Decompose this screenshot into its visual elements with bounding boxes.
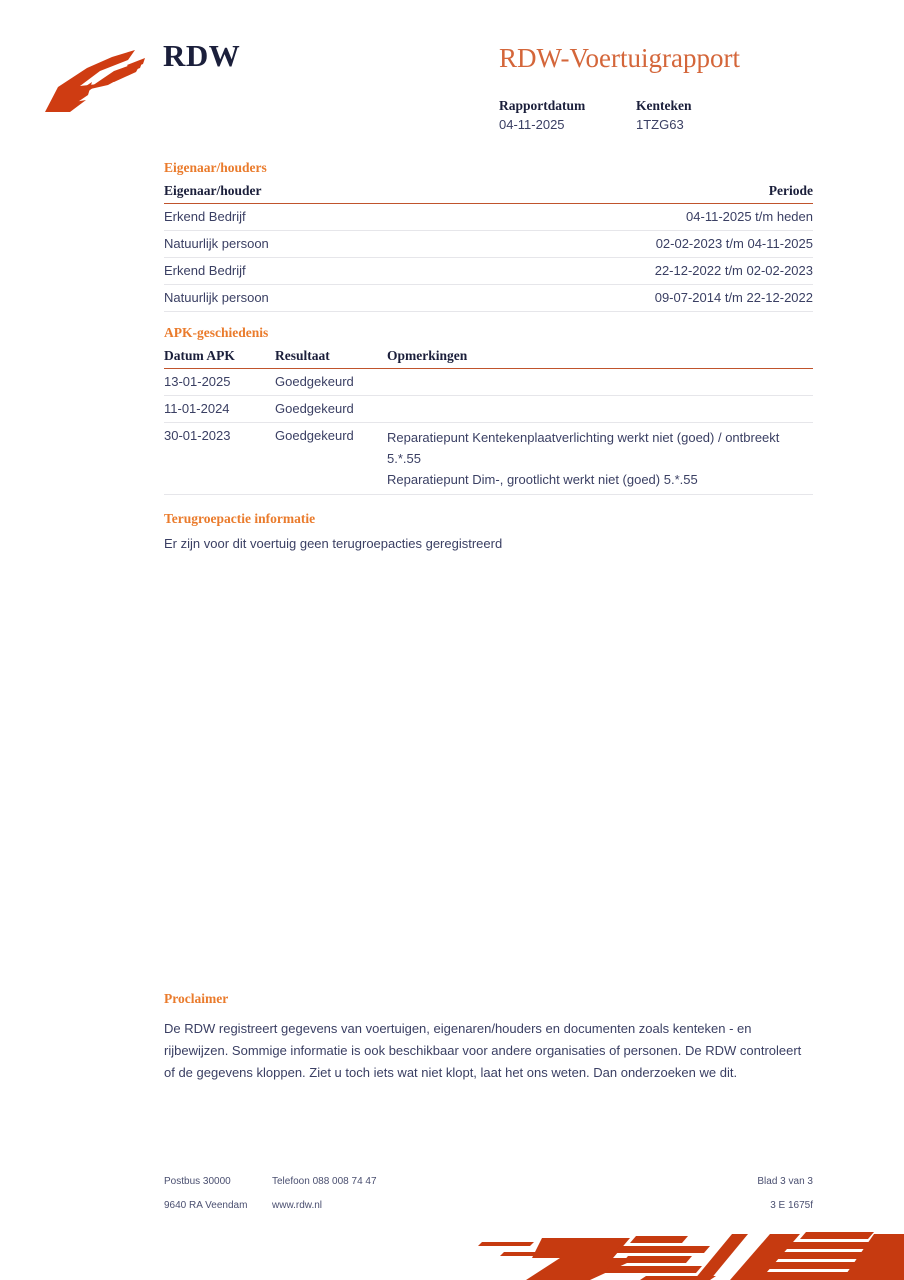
owner-holder: Natuurlijk persoon xyxy=(164,231,489,258)
owners-table-body xyxy=(164,204,813,312)
apk-remarks xyxy=(387,423,813,495)
apk-result: Goedgekeurd xyxy=(275,369,387,396)
owner-period: 02-02-2023 t/m 04-11-2025 xyxy=(489,231,814,258)
footer-row-1 xyxy=(164,1170,813,1194)
apk-remark: Reparatiepunt Dim-, grootlicht werkt niet (goed) 5.*.55 xyxy=(387,472,698,487)
license-plate-label: Kenteken xyxy=(636,98,692,113)
apk-col-date: Datum APK xyxy=(164,348,275,369)
table-row xyxy=(164,396,813,423)
disclaimer-section xyxy=(164,991,813,1084)
license-plate-value: 1TZG63 xyxy=(636,117,684,132)
apk-table xyxy=(164,348,813,495)
report-meta xyxy=(499,97,773,135)
table-row xyxy=(164,258,813,285)
apk-header-row xyxy=(164,348,813,369)
owner-holder: Erkend Bedrijf xyxy=(164,258,489,285)
apk-result: Goedgekeurd xyxy=(275,396,387,423)
apk-section-title: APK-geschiedenis xyxy=(164,325,269,340)
page-title: RDW-Voertuigrapport xyxy=(499,43,740,73)
apk-result: Goedgekeurd xyxy=(275,423,387,495)
owners-col-period: Periode xyxy=(489,183,814,204)
owners-section-title: Eigenaar/houders xyxy=(164,160,267,175)
report-date-value: 04-11-2025 xyxy=(499,117,565,132)
footer-address-line1: Postbus 30000 xyxy=(164,1176,231,1187)
footer-phone: Telefoon 088 008 74 47 xyxy=(272,1176,377,1187)
apk-date: 11-01-2024 xyxy=(164,396,275,423)
report-date-label: Rapportdatum xyxy=(499,98,586,113)
rdw-speed-stripes-graphic-icon xyxy=(470,1208,904,1280)
rdw-feather-logo-icon xyxy=(40,40,172,116)
license-plate-block xyxy=(636,97,773,135)
apk-remark: Reparatiepunt Kentekenplaatverlichting werkt niet (goed) / ontbreekt 5.*.55 xyxy=(387,430,780,466)
owners-col-holder: Eigenaar/houder xyxy=(164,183,489,204)
owners-header-row xyxy=(164,183,813,204)
owner-holder: Natuurlijk persoon xyxy=(164,285,489,312)
table-row xyxy=(164,285,813,312)
owner-period: 22-12-2022 t/m 02-02-2023 xyxy=(489,258,814,285)
recall-section-title: Terugroepactie informatie xyxy=(164,511,316,526)
footer-page-info: Blad 3 van 3 xyxy=(757,1176,813,1187)
owner-holder: Erkend Bedrijf xyxy=(164,204,489,231)
apk-remarks xyxy=(387,369,813,396)
apk-remarks xyxy=(387,396,813,423)
footer-website[interactable]: www.rdw.nl xyxy=(272,1200,323,1211)
owners-section xyxy=(164,160,813,312)
disclaimer-text: De RDW registreert gegevens van voertuigen, eigenaren/houders en documenten zoals kenteken - en rijbewijzen. Sommige informatie is ook beschikbaar voor andere organisaties of personen. De RDW controleert of de gegevens kloppen. Ziet u toch iets wat niet klopt, laat het ons weten. Dan onderzoeken we dit. xyxy=(164,1021,802,1080)
apk-history-section xyxy=(164,325,813,495)
report-date-block xyxy=(499,97,636,135)
owner-period: 09-07-2014 t/m 22-12-2022 xyxy=(489,285,814,312)
footer-form-code: 3 E 1675f xyxy=(770,1200,813,1211)
recall-text: Er zijn voor dit voertuig geen terugroepacties geregistreerd xyxy=(164,536,503,551)
owner-period: 04-11-2025 t/m heden xyxy=(489,204,814,231)
apk-col-result: Resultaat xyxy=(275,348,387,369)
table-row xyxy=(164,231,813,258)
apk-table-body xyxy=(164,369,813,495)
rdw-wordmark: RDW xyxy=(163,38,241,73)
table-row xyxy=(164,423,813,495)
footer-address-line2: 9640 RA Veendam xyxy=(164,1200,248,1211)
table-row xyxy=(164,369,813,396)
recall-section xyxy=(164,511,813,554)
table-row xyxy=(164,204,813,231)
apk-date: 13-01-2025 xyxy=(164,369,275,396)
owners-table xyxy=(164,183,813,312)
apk-date: 30-01-2023 xyxy=(164,423,275,495)
apk-col-remarks: Opmerkingen xyxy=(387,348,813,369)
disclaimer-section-title: Proclaimer xyxy=(164,991,229,1006)
